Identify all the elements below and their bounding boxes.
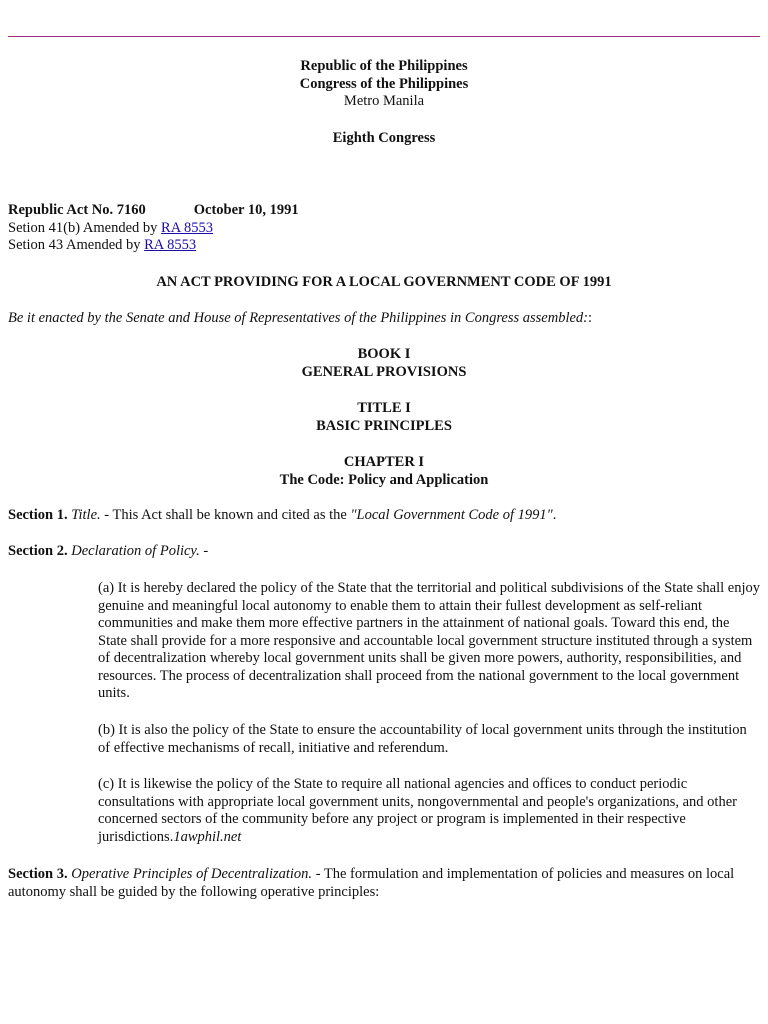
enacting-clause-text: Be it enacted by the Senate and House of Representatives of the Philippines in Congress assembled:: [8, 310, 589, 326]
act-date: October 10, 1991: [193, 202, 299, 218]
amendment-1-text: Setion 41(b) Amended by: [8, 219, 162, 236]
section-1-end: .: [552, 507, 557, 523]
section-2-title: Declaration of Policy.: [71, 543, 200, 559]
congress-name: Eighth Congress: [332, 130, 436, 146]
enacting-clause: [8, 310, 760, 328]
section-1-heading: Title.: [71, 507, 101, 523]
book-heading: [8, 346, 760, 381]
chapter-label: CHAPTER I: [343, 454, 425, 470]
act-number: Republic Act No. 7160: [8, 202, 146, 218]
section-2-paragraph-b: (b) It is also the policy of the State to ensure the accountability of local government units through the institution of effective mechanisms of recall, initiative and referendum.: [98, 722, 747, 756]
section-2-paragraph-a: (a) It is hereby declared the policy of the State that the territorial and political subdivisions of the State shall enjoy genuine and meaningful local autonomy to enable them to attain their fullest development as self-reliant communities and make them more effective partners in the attainment of national goals. Toward this end, the State shall provide for a more responsive and accountable local government structure instituted through a system of decentralization whereby local government units shall be given more powers, authority, responsibilities, and resources. The process of decentralization shall proceed from the national government to the local government units.: [98, 580, 760, 701]
document-header: [8, 58, 760, 111]
title-label: TITLE I: [357, 400, 411, 416]
section-1: [8, 507, 760, 525]
section-3-label: Section 3.: [8, 866, 68, 882]
header-congress: Congress of the Philippines: [299, 75, 469, 92]
title-heading: [8, 400, 760, 435]
act-info: [8, 202, 760, 255]
section-2-paragraph-c-text: (c) It is likewise the policy of the State to require all national agencies and offices to conduct periodic consultations with appropriate local government units, nongovernmental and people's organizations, and other concerned sectors of the community before any project or program is implemented in their respective jurisdictions.: [98, 776, 737, 845]
section-1-text: - This Act shall be known and cited as the: [100, 507, 351, 523]
ra-8553-link-1[interactable]: RA 8553: [161, 219, 214, 236]
ra-8553-link-2[interactable]: RA 8553: [144, 237, 197, 253]
amendment-line-1: [8, 220, 760, 238]
book-name: GENERAL PROVISIONS: [301, 363, 467, 380]
act-title-text: AN ACT PROVIDING FOR A LOCAL GOVERNMENT CODE OF 1991: [156, 274, 612, 290]
act-title: [8, 274, 760, 292]
section-2-dash: -: [199, 543, 209, 559]
section-2-heading: [8, 543, 760, 561]
congress-label: [8, 130, 760, 148]
top-divider: [8, 36, 760, 37]
header-republic: Republic of the Philippines: [300, 58, 468, 74]
section-2-label: Section 2.: [8, 543, 68, 559]
amendment-line-2: [8, 237, 760, 255]
title-name: BASIC PRINCIPLES: [316, 417, 452, 434]
book-label: BOOK I: [357, 346, 411, 362]
section-1-quote: "Local Government Code of 1991": [350, 507, 553, 523]
enacting-clause-suffix: :: [588, 310, 593, 326]
section-3-heading: Operative Principles of Decentralization.: [71, 866, 313, 882]
amendment-2-text: Setion 43 Amended by: [8, 237, 145, 253]
chapter-heading: [8, 454, 760, 489]
section-3: [8, 866, 760, 901]
section-3-text: - The formulation and implementation of policies and measures on local autonomy shall be guided by the following operative principles:: [8, 866, 735, 900]
section-2-paragraph-c: [98, 776, 760, 846]
chapter-name: The Code: Policy and Application: [279, 471, 489, 488]
header-location: Metro Manila: [343, 93, 425, 109]
source-watermark: 1awphil.net: [173, 828, 242, 845]
section-1-label: Section 1.: [8, 507, 68, 523]
